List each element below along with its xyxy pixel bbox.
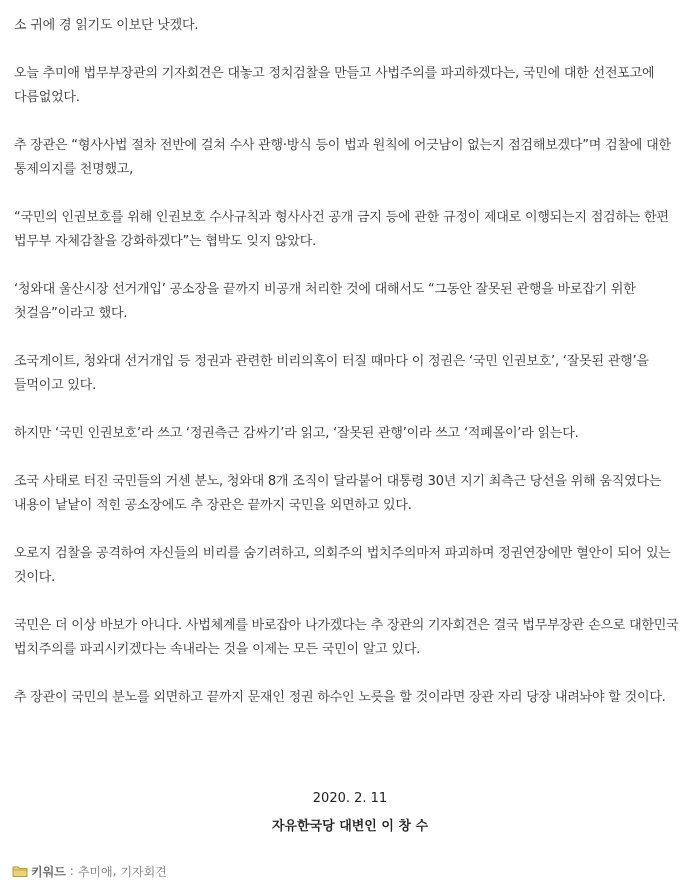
article-speaker: 자유한국당 대변인 이 창 수 [271,819,429,834]
article-body [14,0,690,710]
keyword-bar [12,860,167,882]
keyword-label: 키워드 [31,864,66,879]
paragraph: 추 장관이 국민의 분노를 외면하고 끝까지 문재인 정권 하수인 노릇을 할 것이라면 장관 자리 당장 내려놔야 할 것이다. [14,690,666,705]
keyword-separator: : [69,864,74,878]
keyword-comma: , [112,864,117,878]
paragraph: 국민은 더 이상 바보가 아니다. 사법체계를 바로잡아 나가겠다는 추 장관의 기자회견은 결국 법무부장관 손으로 대한민국 법치주의를 파괴시키겠다는 속내라는 것을 이제는 모든 국민이 알고 있다. [14,618,679,657]
paragraph: 오로지 검찰을 공격하여 자신들의 비리를 숨기려하고, 의회주의 법치주의마저 파괴하며 정권연장에만 혈안이 되어 있는 것이다. [14,546,671,585]
paragraph: 오늘 추미애 법무부장관의 기자회견은 대놓고 정치검찰을 만들고 사법주의를 파괴하겠다는, 국민에 대한 선전포고에 다름없었다. [14,66,655,105]
keyword-link-1[interactable]: 기자회견 [120,864,167,879]
paragraph: “국민의 인권보호를 위해 인권보호 수사규칙과 형사사건 공개 금지 등에 관한 규정이 제대로 이행되는지 점검하는 한편 법무부 자체감찰을 강화하겠다”는 협박도 잊지 않았다. [14,210,669,249]
article-date: 2020. 2. 11 [312,791,388,806]
paragraph: 조국 사태로 터진 국민들의 거센 분노, 청와대 8개 조직이 달라붙어 대통령 30년 지기 최측근 당선을 위해 움직였다는 내용이 낱낱이 적힌 공소장에도 추 장관은 끝까지 국민을 외면하고 있다. [14,474,662,513]
keyword-link-0[interactable]: 추미애 [77,864,113,879]
folder-icon [12,864,28,878]
paragraph: 조국게이트, 청와대 선거개입 등 정권과 관련한 비리의혹이 터질 때마다 이 정권은 ‘국민 인권보호’, ‘잘못된 관행’을 들먹이고 있다. [14,354,649,393]
paragraph: ‘청와대 울산시장 선거개입’ 공소장을 끝까지 비공개 처리한 것에 대해서도 “그동안 잘못된 관행을 바로잡기 위한 첫걸음”이라고 했다. [14,282,636,321]
paragraph: 추 장관은 “형사사법 절차 전반에 걸쳐 수사 관행·방식 등이 법과 원칙에 어긋남이 없는지 점검해보겠다”며 검찰에 대한 통제의지를 천명했고, [14,138,671,177]
paragraph: 하지만 ‘국민 인권보호’라 쓰고 ‘정권측근 감싸기’라 읽고, ‘잘못된 관행’이라 쓰고 ‘적폐몰이’라 읽는다. [14,426,579,441]
paragraph: 소 귀에 경 읽기도 이보단 낫겠다. [14,18,199,33]
